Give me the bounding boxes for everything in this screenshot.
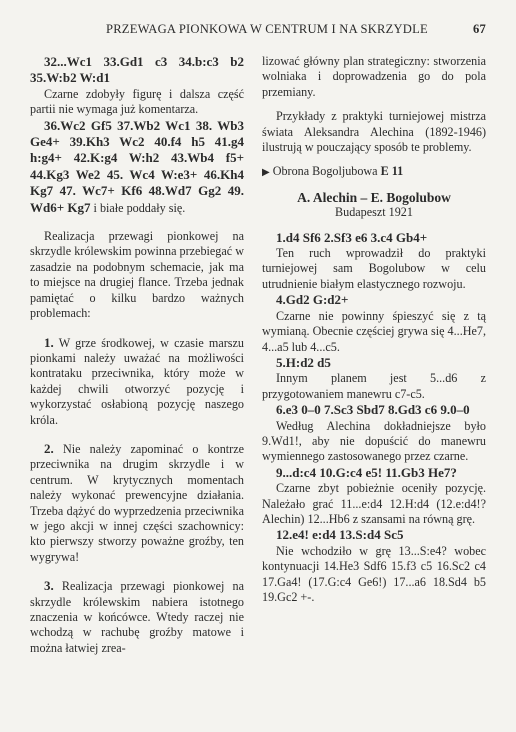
moves-line [262,527,486,543]
moves: 36.Wc2 Gf5 37.Wb2 Wc1 38. Wb3 Ge4+ 39.Kh3 Wc2 40.f4 h5 41.g4 h:g4+ 42.K:g4 W:h2 43.Wb4 f5+ 44.Kg3 We2 45. Wc4 W:e3+ 46.Kh4 Kg7 47. Wc7+ Kf6 48.Wd7 Gg2 49. Wd6+ Kg7 [30,117,244,215]
point-text: Realizacja przewagi pionkowej na skrzydle królewskim nabiera istotnego znaczenia w końcówce. Wtedy raczej nie wchodzą w rachubę groźby matowe i można łatwiej zrea- [30,579,244,655]
numbered-point-1 [30,335,244,428]
commentary-paragraph: Ten ruch wprowadził do praktyki turniejowej sam Bogolubow w celu utrudnienie białym elastycznego rozwoju. [262,246,486,291]
body-paragraph: Realizacja przewagi pionkowej na skrzydle królewskim powinna przebiegać w zasadzie na podobnym schemacie, jak ma to miejsce na drugiej flance. Trzeba jednak pamiętać o kilku bardzo ważnych problemach: [30,229,244,321]
point-number: 1. [44,334,54,350]
moves: 6.e3 0–0 7.Sc3 Sbd7 8.Gd3 c6 9.0–0 [276,402,470,418]
point-number: 3. [44,578,54,594]
commentary-paragraph: Czarne zdobyły figurę i dalsza część partii nie wymaga już komentarza. [30,86,244,117]
moves-tail: i białe poddały się. [90,200,186,215]
running-title: PRZEWAGA PIONKOWA W CENTRUM I NA SKRZYDLE [106,22,428,36]
body-paragraph: lizować główny plan strategiczny: stworzenia wolniaka i doprowadzenia go do pola przemiany. [262,54,486,99]
moves: 1.d4 Sf6 2.Sf3 e6 3.c4 Gb4+ [276,229,428,245]
point-text: Nie należy zapominać o kontrze przeciwnika na drugim skrzydle i w centrum. W krytycznych momentach należy wykonać prewencyjne działania. Trzeba dążyć do wyprzedzenia przeciwnika w jego akcji w innej części szachownicy: kto pierwszy stworzy poważne groźby, ten wygrywa! [30,441,244,564]
moves-line [262,292,486,308]
right-column [262,54,486,605]
commentary-paragraph: Czarne nie powinny śpieszyć się z tą wymianą. Obecnie częściej grywa się 4...He7, 4...a5 lub 4...c5. [262,308,486,354]
commentary-paragraph: Innym planem jest 5...d6 z przygotowaniem manewru c7-c5. [262,371,486,401]
numbered-point-2 [30,441,244,565]
moves-paragraph [30,118,244,216]
page-number: 67 [473,22,486,36]
commentary-paragraph: Czarne zbyt pobieżnie oceniły pozycję. Należało grać 11...e:d4 12.H:d4 (12.e:d4!? Alechin) 12...Hb6 z szansami na równą grę. [262,481,486,526]
moves: 4.Gd2 G:d2+ [276,292,349,308]
game-place: Budapeszt 1921 [335,205,413,220]
moves-line [262,355,486,371]
moves: 5.H:d2 d5 [276,354,331,370]
commentary-paragraph: Według Alechina dokładniejsze było 9.Wd1!, aby nie dopuścić do manewru wymiennego zastosowanego przez czarne. [262,418,486,464]
moves-line [262,230,486,246]
point-number: 2. [44,440,54,456]
moves: 9...d:c4 10.G:c4 e5! 11.Gb3 He7? [276,464,457,480]
moves: 12.e4! e:d4 13.S:d4 Sc5 [276,527,404,543]
game-players: A. Alechin – E. Bogolubow [297,189,451,205]
triangle-arrow-icon: ▶ [262,167,270,179]
opening-line [262,164,486,180]
commentary-paragraph: Nie wchodziło w grę 13...S:e4? wobec kontynuacji 14.He3 Sdf6 15.f3 c5 16.Sc2 c4 17.Ga4! (17.G:c4 Ge6!) 17...a6 18.Sd4 b5 19.Gc2 +-. [262,543,486,604]
opening-code: E 11 [380,164,404,179]
moves: 32...Wc1 33.Gd1 c3 34.b:c3 b2 35.W:b2 W:d1 [30,54,244,86]
point-text: W grze środkowej, w czasie marszu pionkami należy uważać na możliwości kontrataku przeciwnika, który może w każdej chwili otworzyć pozycję i wykorzystać osłabioną pozycję naszego króla. [30,335,244,427]
opening-name: Obrona Bogoljubowa [272,164,381,179]
left-column [30,54,244,656]
numbered-point-3 [30,578,244,656]
moves-paragraph [30,54,244,87]
body-paragraph: Przykłady z praktyki turniejowej mistrza świata Aleksandra Alechina (1892-1946) ilustrują w pouczający sposób te problemy. [262,109,486,155]
moves-line [262,465,486,481]
moves-line [262,402,486,418]
